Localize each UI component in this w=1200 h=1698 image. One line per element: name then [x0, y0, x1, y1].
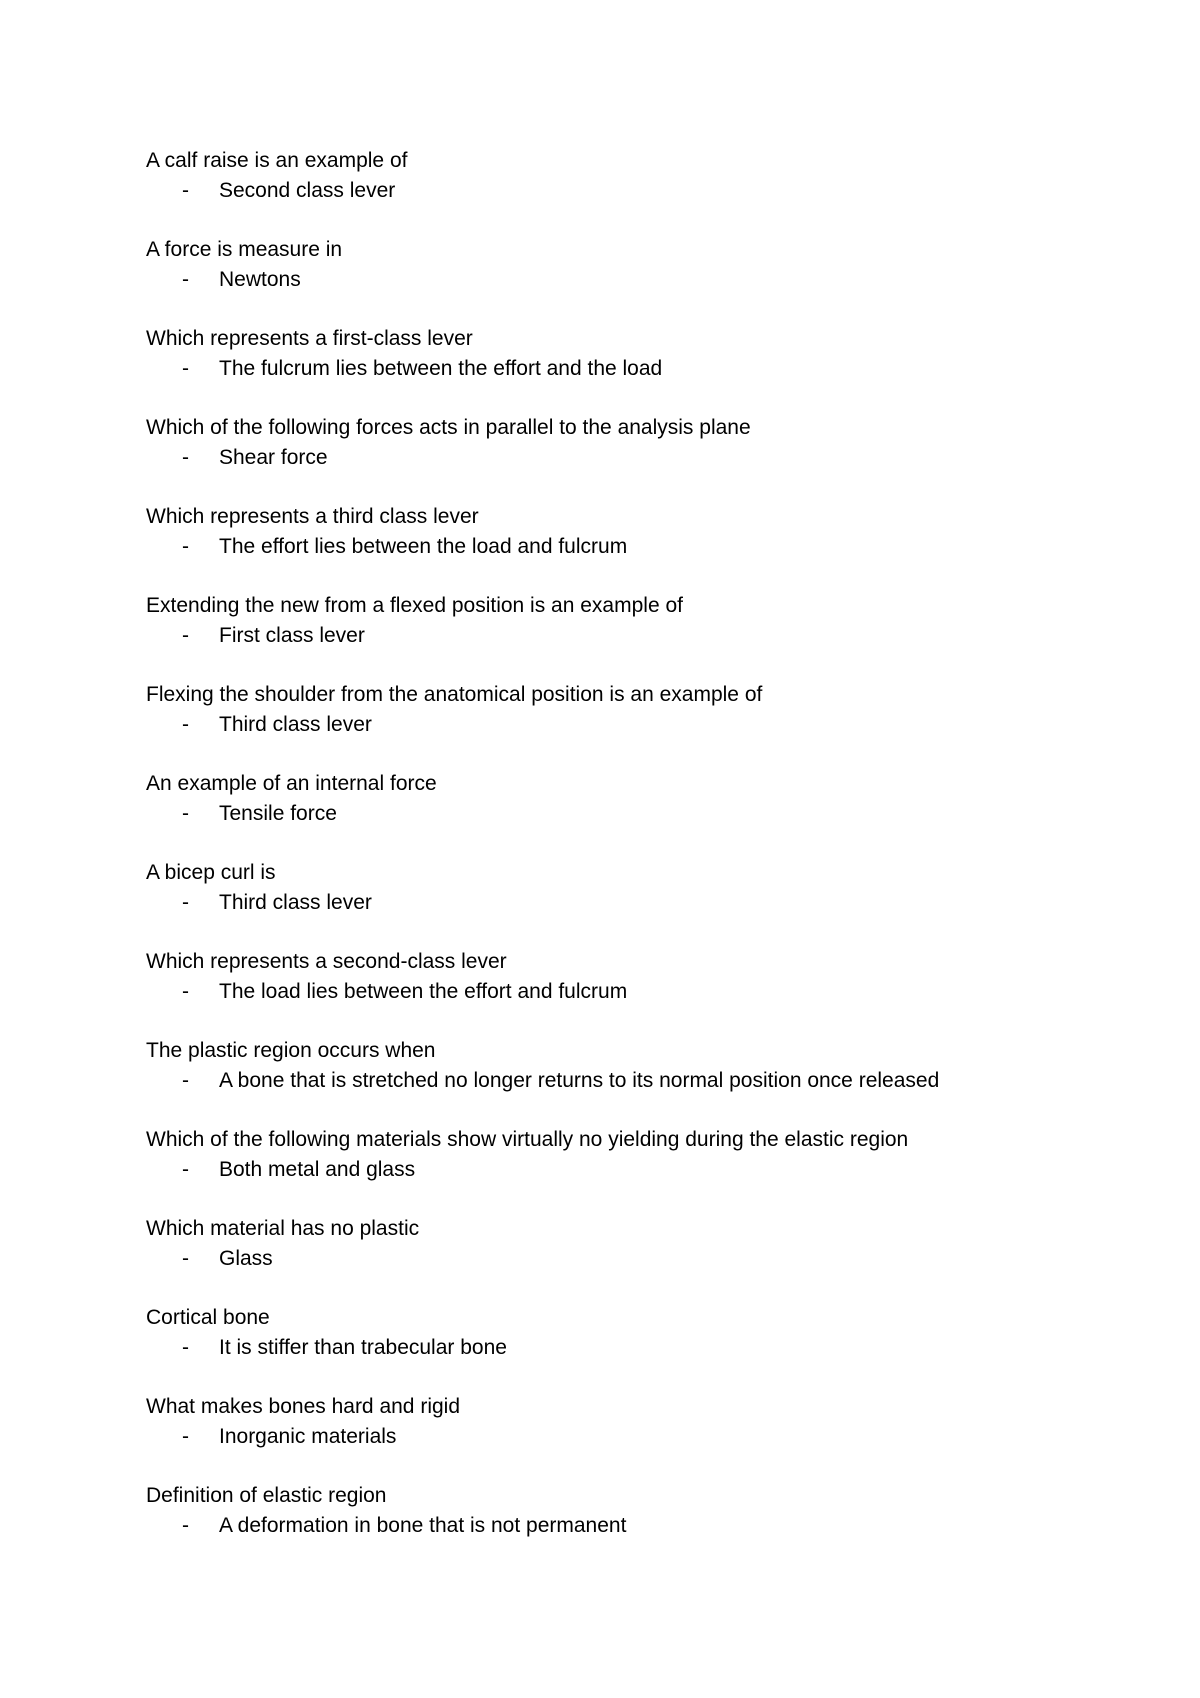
qa-item	[146, 769, 1146, 858]
qa-item	[146, 1303, 1146, 1392]
answer-line	[146, 1333, 1146, 1363]
dash-bullet: -	[182, 179, 189, 202]
qa-item	[146, 1481, 1146, 1570]
dash-bullet: -	[182, 713, 189, 736]
dash-bullet: -	[182, 891, 189, 914]
qa-item	[146, 591, 1146, 680]
answer-text: Third class lever	[219, 891, 372, 914]
qa-item	[146, 502, 1146, 591]
answer-text: Second class lever	[219, 179, 396, 202]
answer-line	[146, 443, 1146, 473]
answer-line	[146, 265, 1146, 295]
qa-item	[146, 947, 1146, 1036]
answer-line	[146, 176, 1146, 206]
dash-bullet: -	[182, 268, 189, 291]
dash-bullet: -	[182, 357, 189, 380]
question-text: Flexing the shoulder from the anatomical position is an example of	[146, 683, 763, 706]
question-text: Which material has no plastic	[146, 1217, 420, 1240]
dash-bullet: -	[182, 802, 189, 825]
question-text: An example of an internal force	[146, 772, 437, 795]
question-text: Which represents a second-class lever	[146, 950, 507, 973]
answer-text: Glass	[219, 1247, 273, 1270]
answer-line	[146, 1244, 1146, 1274]
answer-text: The load lies between the effort and fulcrum	[219, 980, 628, 1003]
dash-bullet: -	[182, 1069, 189, 1092]
question-text: What makes bones hard and rigid	[146, 1395, 461, 1418]
qa-item	[146, 146, 1146, 235]
answer-line	[146, 621, 1146, 651]
answer-line	[146, 354, 1146, 384]
qa-item	[146, 235, 1146, 324]
question-text: Definition of elastic region	[146, 1484, 387, 1507]
answer-line	[146, 799, 1146, 829]
answer-text: First class lever	[219, 624, 365, 647]
answer-text: Third class lever	[219, 713, 372, 736]
answer-text: A deformation in bone that is not permanent	[219, 1514, 627, 1537]
answer-line	[146, 1066, 1146, 1096]
dash-bullet: -	[182, 1425, 189, 1448]
qa-item	[146, 1214, 1146, 1303]
question-text: A calf raise is an example of	[146, 149, 408, 172]
question-text: Extending the new from a flexed position is an example of	[146, 594, 683, 617]
answer-text: The effort lies between the load and fulcrum	[219, 535, 628, 558]
answer-text: Both metal and glass	[219, 1158, 416, 1181]
dash-bullet: -	[182, 535, 189, 558]
qa-item	[146, 1392, 1146, 1481]
answer-text: A bone that is stretched no longer returns to its normal position once released	[219, 1069, 940, 1092]
answer-line	[146, 532, 1146, 562]
dash-bullet: -	[182, 624, 189, 647]
answer-text: It is stiffer than trabecular bone	[219, 1336, 507, 1359]
question-text: Which of the following materials show virtually no yielding during the elastic region	[146, 1128, 909, 1151]
answer-text: Tensile force	[219, 802, 337, 825]
answer-line	[146, 888, 1146, 918]
qa-item	[146, 1036, 1146, 1125]
dash-bullet: -	[182, 1158, 189, 1181]
dash-bullet: -	[182, 1336, 189, 1359]
answer-line	[146, 977, 1146, 1007]
qa-item	[146, 1125, 1146, 1214]
answer-text: Inorganic materials	[219, 1425, 397, 1448]
dash-bullet: -	[182, 980, 189, 1003]
question-text: The plastic region occurs when	[146, 1039, 436, 1062]
qa-item	[146, 680, 1146, 769]
answer-text: The fulcrum lies between the effort and the load	[219, 357, 663, 380]
answer-text: Shear force	[219, 446, 328, 469]
answer-line	[146, 1511, 1146, 1541]
qa-item	[146, 413, 1146, 502]
qa-item	[146, 324, 1146, 413]
answer-line	[146, 1422, 1146, 1452]
question-text: A bicep curl is	[146, 861, 276, 884]
question-text: A force is measure in	[146, 238, 343, 261]
dash-bullet: -	[182, 1247, 189, 1270]
question-text: Which represents a third class lever	[146, 505, 479, 528]
question-text: Cortical bone	[146, 1306, 270, 1329]
question-text: Which represents a first-class lever	[146, 327, 473, 350]
dash-bullet: -	[182, 446, 189, 469]
qa-item	[146, 858, 1146, 947]
answer-text: Newtons	[219, 268, 301, 291]
dash-bullet: -	[182, 1514, 189, 1537]
qa-list	[146, 146, 1146, 1570]
answer-line	[146, 1155, 1146, 1185]
answer-line	[146, 710, 1146, 740]
question-text: Which of the following forces acts in parallel to the analysis plane	[146, 416, 751, 439]
